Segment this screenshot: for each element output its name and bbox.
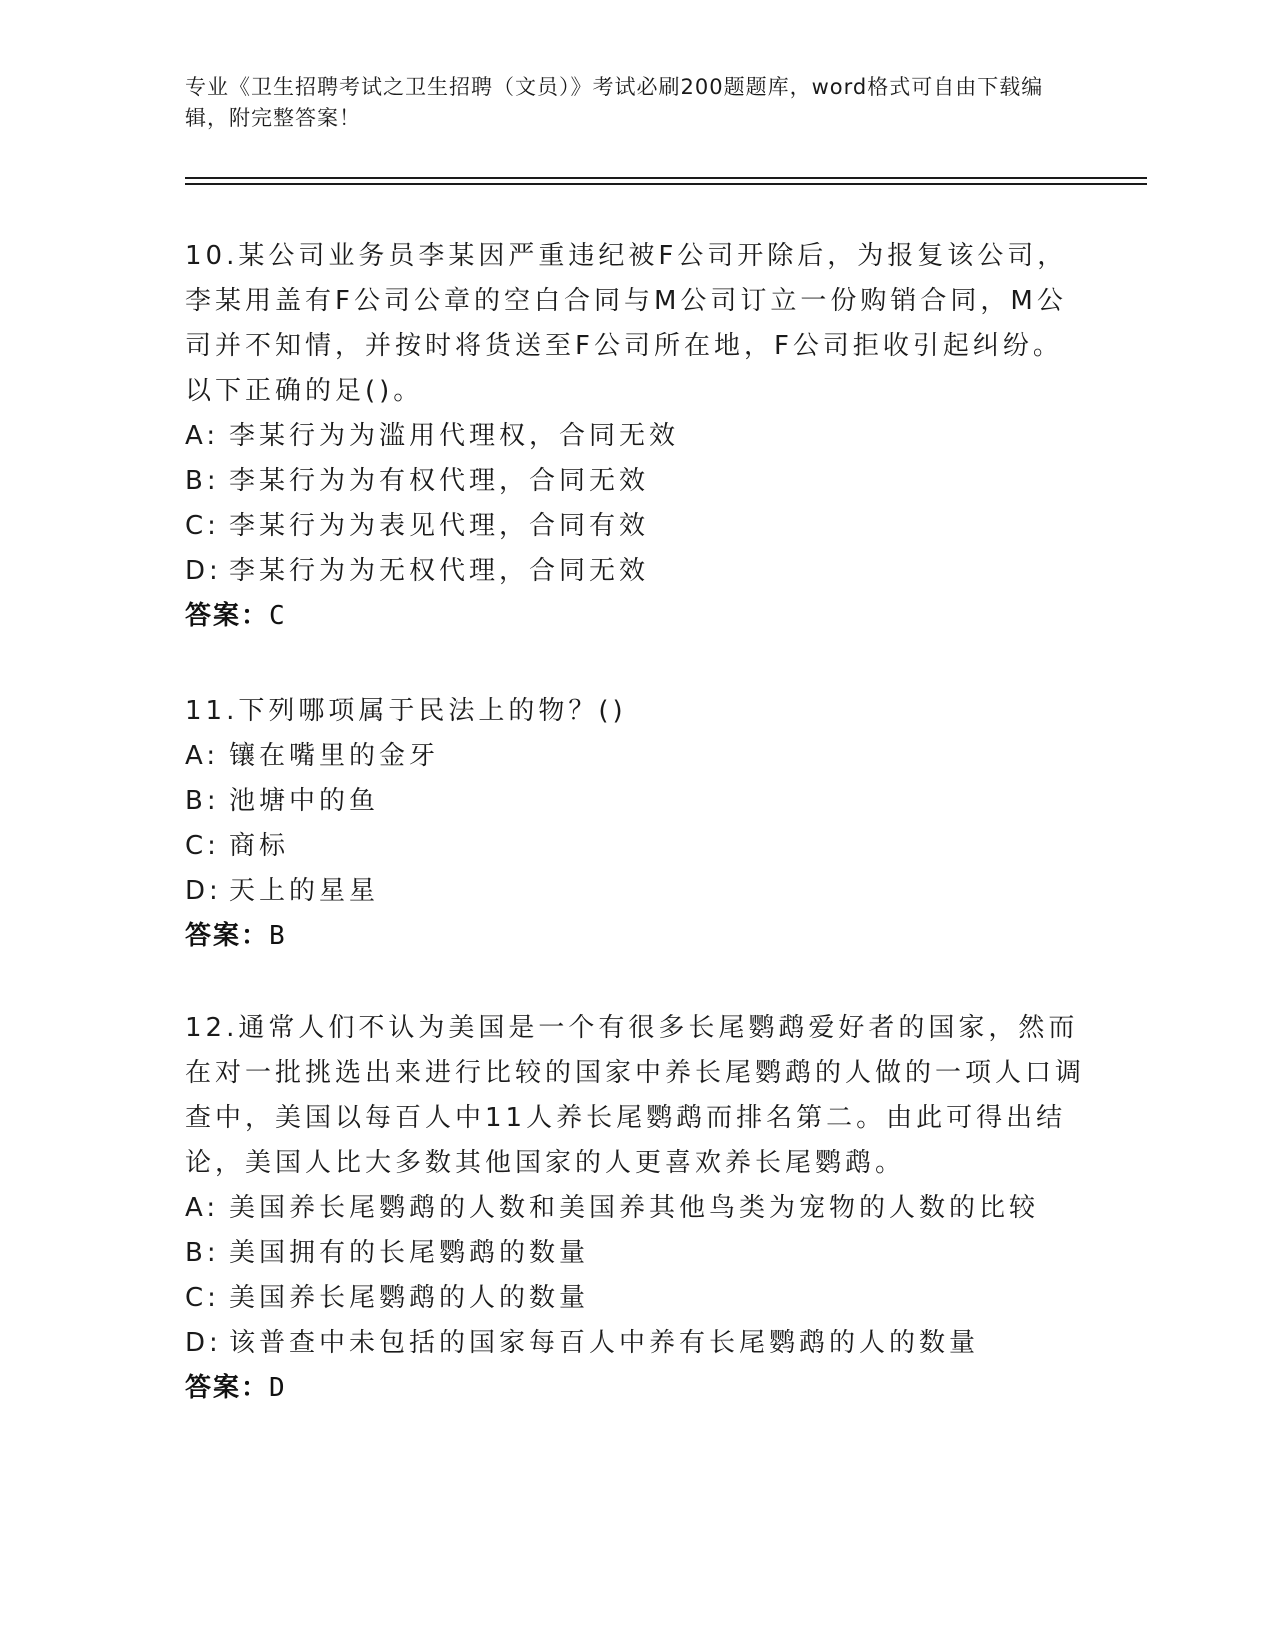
- option-letter: A:: [185, 741, 220, 771]
- answer-value: D: [269, 1373, 287, 1403]
- option-letter: C:: [185, 1283, 220, 1313]
- option-letter: D:: [185, 556, 222, 586]
- option-d: [185, 549, 1085, 594]
- option-letter: C:: [185, 511, 220, 541]
- question-10: [185, 234, 1085, 639]
- option-text: 美国养长尾鹦鹉的人的数量: [229, 1283, 590, 1313]
- option-text: 美国拥有的长尾鹦鹉的数量: [229, 1238, 590, 1268]
- option-c: [185, 1276, 1085, 1321]
- option-a: [185, 1186, 1085, 1231]
- header-divider-bottom: [185, 183, 1147, 185]
- question-stem: 12.通常人们不认为美国是一个有很多长尾鹦鹉爱好者的国家，然而在对一批挑选出来进行比较的国家中养长尾鹦鹉的人做的一项人口调查中，美国以每百人中11人养长尾鹦鹉而排名第二。由此可得出结论，美国人比大多数其他国家的人更喜欢养长尾鹦鹉。: [185, 1013, 1086, 1178]
- question-11: [185, 689, 1085, 959]
- answer-line: [185, 594, 1085, 639]
- answer-value: C: [269, 601, 287, 631]
- answer-label: 答案：: [185, 601, 270, 631]
- option-text: 该普查中未包括的国家每百人中养有长尾鹦鹉的人的数量: [229, 1328, 980, 1358]
- option-letter: B:: [185, 466, 220, 496]
- option-b: [185, 459, 1085, 504]
- document-header: 专业《卫生招聘考试之卫生招聘（文员）》考试必刷200题题库，word格式可自由下载编辑，附完整答案！: [185, 75, 1044, 130]
- option-text: 池塘中的鱼: [229, 786, 380, 816]
- answer-label: 答案：: [185, 1373, 270, 1403]
- option-letter: D:: [185, 876, 222, 906]
- question-stem: 11.下列哪项属于民法上的物？(): [185, 696, 627, 726]
- option-text: 李某行为为表见代理，合同有效: [229, 511, 650, 541]
- option-text: 天上的星星: [229, 876, 380, 906]
- option-text: 美国养长尾鹦鹉的人数和美国养其他鸟类为宠物的人数的比较: [229, 1193, 1040, 1223]
- option-d: [185, 1321, 1085, 1366]
- option-b: [185, 779, 1085, 824]
- option-letter: D:: [185, 1328, 222, 1358]
- option-letter: A:: [185, 421, 220, 451]
- option-text: 李某行为为滥用代理权，合同无效: [229, 421, 680, 451]
- option-text: 李某行为为有权代理，合同无效: [229, 466, 650, 496]
- option-d: [185, 869, 1085, 914]
- option-letter: C:: [185, 831, 220, 861]
- answer-value: B: [269, 921, 287, 951]
- option-c: [185, 504, 1085, 549]
- option-a: [185, 734, 1085, 779]
- option-c: [185, 824, 1085, 869]
- question-stem: 10.某公司业务员李某因严重违纪被F公司开除后，为报复该公司，李某用盖有F公司公章的空白合同与M公司订立一份购销合同，M公司并不知情，并按时将货送至F公司所在地，F公司拒收引起纠纷。以下正确的足()。: [185, 241, 1068, 406]
- answer-line: [185, 1366, 1085, 1411]
- answer-line: [185, 914, 1085, 959]
- option-letter: A:: [185, 1193, 220, 1223]
- option-b: [185, 1231, 1085, 1276]
- option-text: 商标: [229, 831, 290, 861]
- option-a: [185, 414, 1085, 459]
- option-text: 李某行为为无权代理，合同无效: [229, 556, 650, 586]
- option-letter: B:: [185, 1238, 220, 1268]
- option-text: 镶在嘴里的金牙: [229, 741, 440, 771]
- answer-label: 答案：: [185, 921, 270, 951]
- question-12: [185, 1006, 1085, 1411]
- option-letter: B:: [185, 786, 220, 816]
- header-divider-top: [185, 177, 1147, 179]
